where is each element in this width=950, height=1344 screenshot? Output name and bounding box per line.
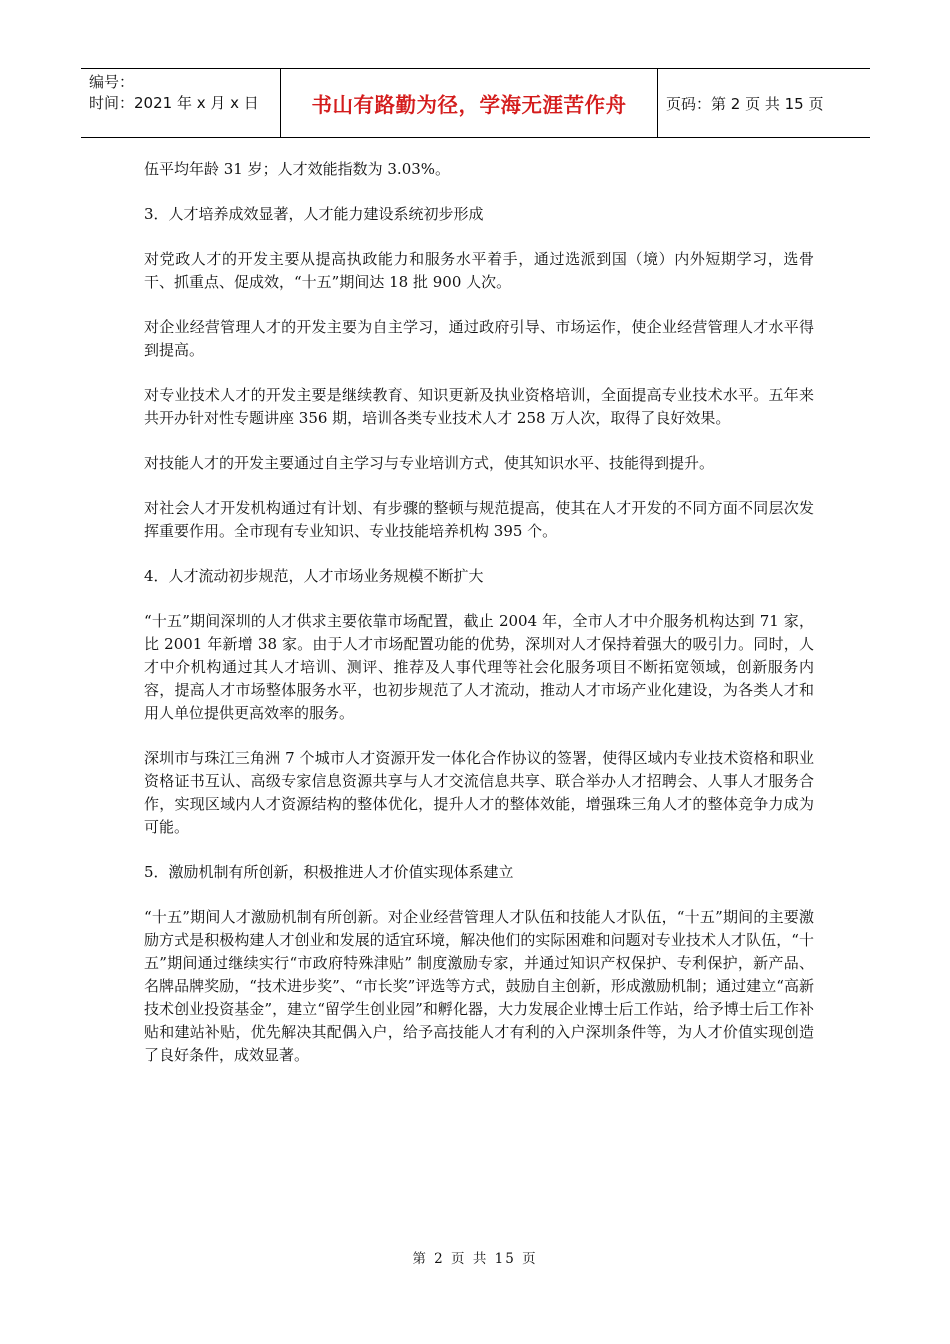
paragraph-7: “十五”期间深圳的人才供求主要依靠市场配置，截止 2004 年，全市人才中介服务机构达到 71 家，比 2001 年新增 38 家。由于人才市场配置功能的优势，深圳对人才保持着强大的吸引力。同时，人才中介机构通过其人才培训、测评、推荐及人事代理等社会化服务项目不断拓宽领域，创新服务内容，提高人才市场整体服务水平，也初步规范了人才流动，推动人才市场产业化建设，为各类人才和用人单位提供更高效率的服务。 [144, 612, 814, 722]
paragraph-1: 伍平均年龄 31 岁；人才效能指数为 3.03%。 [144, 160, 451, 178]
paragraph-8: 深圳市与珠江三角洲 7 个城市人才资源开发一体化合作协议的签署，使得区域内专业技术资格和职业资格证书互认、高级专家信息资源共享与人才交流信息共享、联合举办人才招聘会、人事人才服务合作，实现区域内人才资源结构的整体优化，提升人才的整体效能，增强珠三角人才的整体竞争力成为可能。 [144, 749, 814, 836]
paragraph-3: 对企业经营管理人才的开发主要为自主学习，通过政府引导、市场运作，使企业经营管理人才水平得到提高。 [144, 318, 814, 359]
header-page-label: 页码：第 2 页 共 15 页 [666, 94, 824, 113]
document-date-label: 时间：2021 年 x 月 x 日 [89, 94, 259, 112]
header-meta [81, 69, 281, 137]
header-motto: 书山有路勤为径，学海无涯苦作舟 [281, 69, 658, 137]
section-heading-5: 5．激励机制有所创新，积极推进人才价值实现体系建立 [144, 863, 514, 881]
document-body [144, 158, 814, 1089]
page-footer: 第 2 页 共 15 页 [412, 1251, 538, 1267]
paragraph-4: 对专业技术人才的开发主要是继续教育、知识更新及执业资格培训，全面提高专业技术水平。五年来共开办针对性专题讲座 356 期，培训各类专业技术人才 258 万人次，取得了良好效果。 [144, 386, 814, 427]
paragraph-5: 对技能人才的开发主要通过自主学习与专业培训方式，使其知识水平、技能得到提升。 [144, 454, 715, 472]
section-heading-4: 4．人才流动初步规范，人才市场业务规模不断扩大 [144, 567, 484, 585]
paragraph-9: “十五”期间人才激励机制有所创新。对企业经营管理人才队伍和技能人才队伍，“十五”期间的主要激励方式是积极构建人才创业和发展的适宜环境，解决他们的实际困难和问题对专业技术人才队伍，“十五”期间通过继续实行“市政府特殊津贴” 制度激励专家，并通过知识产权保护、专利保护，新产品、名牌品牌奖励，“技术进步奖”、“市长奖”评选等方式，鼓励自主创新，形成激励机制；通过建立“高新技术创业投资基金”，建立“留学生创业园”和孵化器，大力发展企业博士后工作站，给予博士后工作补贴和建站补贴，优先解决其配偶入户，给予高技能人才有利的入户深圳条件等，为人才价值实现创造了良好条件，成效显著。 [144, 908, 814, 1064]
document-number-label: 编号： [89, 73, 135, 91]
section-heading-3: 3．人才培养成效显著，人才能力建设系统初步形成 [144, 205, 484, 223]
paragraph-2: 对党政人才的开发主要从提高执政能力和服务水平着手，通过选派到国（境）内外短期学习，选骨干、抓重点、促成效，“十五”期间达 18 批 900 人次。 [144, 250, 814, 291]
paragraph-6: 对社会人才开发机构通过有计划、有步骤的整顿与规范提高，使其在人才开发的不同方面不同层次发挥重要作用。全市现有专业知识、专业技能培养机构 395 个。 [144, 499, 814, 540]
page-header [81, 68, 870, 138]
